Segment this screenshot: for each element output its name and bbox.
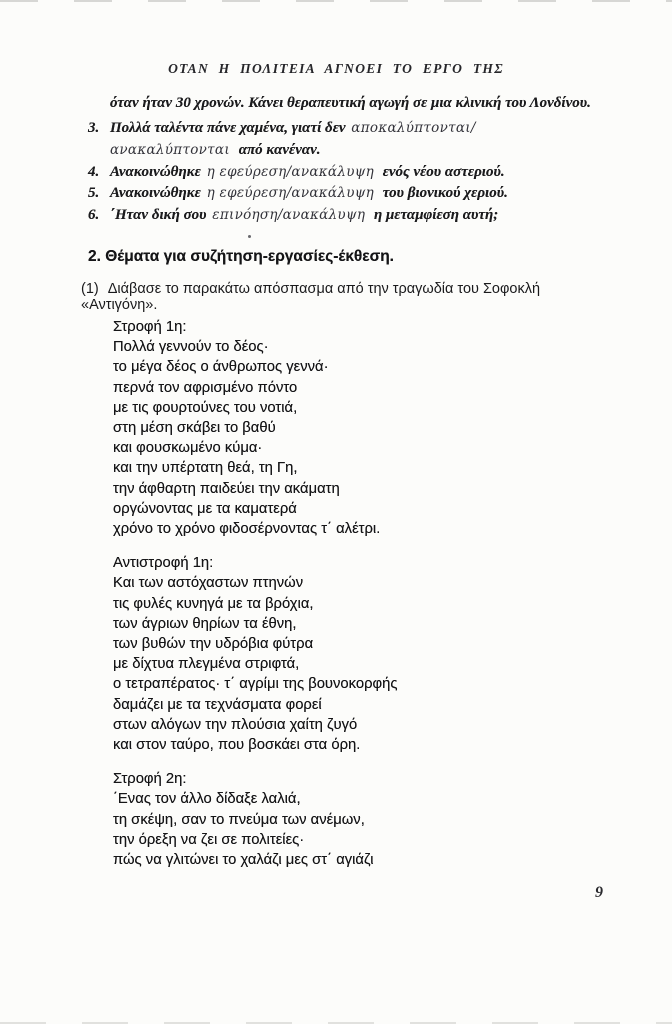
running-head-title: ΟΤΑΝ Η ΠΟΛΙΤΕΙΑ ΑΓΝΟΕΙ ΤΟ ΕΡΓΟ ΤΗΣ xyxy=(168,61,504,76)
poem-line: στων αλόγων την πλούσια χαίτη ζυγό xyxy=(113,716,358,733)
poem-line: την όρεξη να ζει σε πολιτείες· xyxy=(113,831,305,848)
poem-line: πώς να γλιτώνει το χαλάζι μες στ΄ αγιάζι xyxy=(113,852,374,869)
stanza-label: Στροφή 2η: xyxy=(113,771,187,788)
item-text-post: του βιονικού χεριού. xyxy=(382,185,508,202)
poem-line: στη μέση σκάβει το βαθύ xyxy=(113,420,276,437)
task-instruction xyxy=(81,281,611,313)
exercise-continuation-line: όταν ήταν 30 χρονών. Κάνει θεραπευτική αγωγή σε μια κλινική του Λονδίνου. xyxy=(110,95,591,111)
answer-choice-text: επινόηση/ανακάλυψη xyxy=(212,207,366,224)
poem-line: Πολλά γεννούν το δέος· xyxy=(113,339,269,356)
item-number: 6. xyxy=(88,207,100,224)
stanza-lines xyxy=(113,337,397,539)
page-number: 9 xyxy=(595,884,603,901)
poem-line: και στον ταύρο, που βοσκάει στα όρη. xyxy=(113,737,361,754)
answer-choice-text: αποκαλύπτονται/ανακαλύπτονται xyxy=(110,120,476,158)
exercise-item-5 xyxy=(88,183,596,205)
stanza-lines xyxy=(113,789,397,870)
poem-line: το μέγα δέος ο άνθρωπος γεννά· xyxy=(113,359,329,376)
poem-line: με δίχτυα πλεγμένα στριφτά, xyxy=(113,656,300,673)
item-text-post: από κανέναν. xyxy=(238,141,321,158)
exercise-item-6 xyxy=(88,205,596,227)
poem-line: ο τετραπέρατος· τ΄ αγρίμι της βουνοκορφής xyxy=(113,676,398,693)
poem-line: και φουσκωμένο κύμα· xyxy=(113,440,263,457)
exercise-item-4 xyxy=(88,162,596,184)
poem-line: των βυθών την υδρόβια φύτρα xyxy=(113,636,314,653)
poem-line: με τις φουρτούνες του νοτιά, xyxy=(113,399,298,416)
item-text-pre: Πολλά ταλέντα πάνε χαμένα, γιατί δεν xyxy=(110,120,346,136)
stanza-antistrophe-1 xyxy=(113,553,397,755)
poem-line: Και των αστόχαστων πτηνών xyxy=(113,575,304,592)
task-number: (1) xyxy=(81,281,99,297)
antigone-excerpt xyxy=(113,317,397,884)
section-heading: 2. Θέματα για συζήτηση-εργασίες-έκθεση. xyxy=(88,248,394,265)
poem-line: ΄Ενας τον άλλο δίδαξε λαλιά, xyxy=(113,791,301,808)
item-text-post: ενός νέου αστεριού. xyxy=(382,163,505,180)
scan-edge-top xyxy=(0,0,672,2)
item-text-pre: ΄Ηταν δική σου xyxy=(110,207,207,224)
poem-line: τις φυλές κυνηγά με τα βρόχια, xyxy=(113,595,314,612)
exercise-item-list xyxy=(88,118,596,227)
stanza-lines xyxy=(113,573,397,755)
item-number: 5. xyxy=(88,185,100,202)
task-text: Διάβασε το παρακάτω απόσπασμα από την τραγωδία του Σοφοκλή «Αντιγόνη». xyxy=(81,281,541,313)
answer-choice-text: η εφεύρεση/ανακάλυψη xyxy=(206,163,374,180)
answer-choice-text: η εφεύρεση/ανακάλυψη xyxy=(206,185,374,202)
item-number: 3. xyxy=(88,120,100,136)
item-text-pre: Ανακοινώθηκε xyxy=(110,185,201,202)
poem-line: χρόνο το χρόνο φιδοσέρνοντας τ΄ αλέτρι. xyxy=(113,521,381,538)
item-text-pre: Ανακοινώθηκε xyxy=(110,163,201,180)
stanza-label: Αντιστροφή 1η: xyxy=(113,555,214,572)
stanza-label: Στροφή 1η: xyxy=(113,319,187,335)
exercise-item-3 xyxy=(88,118,596,162)
poem-line: περνά τον αφρισμένο πόντο xyxy=(113,379,298,396)
item-text-post: η μεταμφίεση αυτή; xyxy=(373,207,499,224)
stanza-strophe-1 xyxy=(113,317,397,539)
poem-line: των άγριων θηρίων τα έθνη, xyxy=(113,615,297,632)
poem-line: και την υπέρτατη θεά, τη Γη, xyxy=(113,460,298,477)
stanza-strophe-2 xyxy=(113,769,397,870)
poem-line: οργώνοντας με τα καματερά xyxy=(113,500,297,517)
scan-speck xyxy=(248,235,251,238)
poem-line: τη σκέψη, σαν το πνεύμα των ανέμων, xyxy=(113,811,365,828)
poem-line: την άφθαρτη παιδεύει την ακάματη xyxy=(113,480,340,497)
item-number: 4. xyxy=(88,163,100,180)
poem-line: δαμάζει με τα τεχνάσματα φορεί xyxy=(113,696,322,713)
